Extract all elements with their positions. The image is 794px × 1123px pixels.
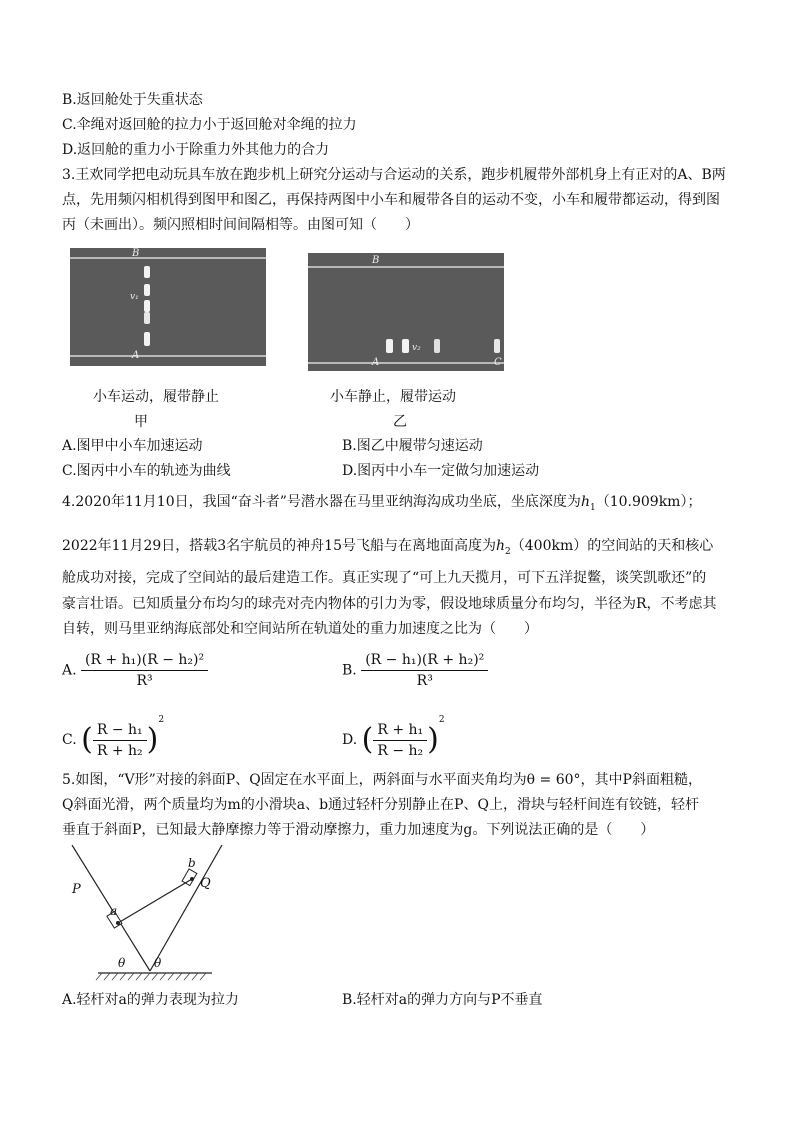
q2-option-c: C.伞绳对返回舱的拉力小于返回舱对伞绳的拉力 bbox=[62, 117, 357, 133]
q3-option-c: C.图丙中小车的轨迹为曲线 bbox=[62, 463, 231, 479]
q4-stem-line4: 豪言壮语。已知质量分布均匀的球壳对壳内物体的引力为零，假设地球质量分布均匀，半径为R，不考虑其 bbox=[62, 596, 717, 612]
q3-stem-line1: 3.王欢同学把电动玩具车放在跑步机上研究分运动与合运动的关系，跑步机履带外部机身上有正对的A、B两 bbox=[62, 167, 726, 183]
q3-stem-line3: 丙（未画出）。频闪照相时间间隔相等。由图可知（ ） bbox=[62, 217, 419, 233]
figure-b-mark-a: A bbox=[372, 357, 380, 368]
incline-diagram bbox=[62, 845, 242, 985]
q4-stem-line2: 2022年11月29日，搭载3名宇航员的神舟15号飞船与在离地面高度为$h_2(400km)$的空间站的天和核心 bbox=[62, 538, 714, 557]
incline-label-p: P bbox=[72, 882, 81, 897]
q4-stem-line1: 4.2020年11月10日，我国“奋斗者”号潜水器在马里亚纳海沟成功坐底，坐底深度为$h_1(10.909km)$； bbox=[62, 494, 702, 513]
q3-option-b: B.图乙中履带匀速运动 bbox=[342, 438, 483, 454]
q4-option-c: C. ( $\frac{\text{R − h₁}}{\text{R + h₂}}$ )$^2$ bbox=[62, 715, 165, 759]
figure-b-mark-b: B bbox=[372, 255, 380, 266]
figure-b-v-label: v₂ bbox=[412, 343, 421, 353]
q2-option-b: B.返回舱处于失重状态 bbox=[62, 92, 203, 108]
q4-option-a: A. $\frac{\text{(R + h₁)(R − h₂)²}}{\text{R³}}$ bbox=[62, 650, 208, 691]
q3-option-d: D.图丙中小车一定做匀加速运动 bbox=[342, 463, 540, 479]
figure-a-v-label: v₁ bbox=[130, 292, 139, 302]
block-label-b: b bbox=[188, 856, 196, 870]
figure-a-caption: 小车运动，履带静止 bbox=[93, 389, 219, 405]
q5-stem-line3: 垂直于斜面P，已知最大静摩擦力等于滑动摩擦力，重力加速度为g。下列说法正确的是（ ） bbox=[62, 822, 655, 838]
figure-b-caption: 小车静止，履带运动 bbox=[330, 389, 456, 405]
figure-a-label: 甲 bbox=[134, 414, 148, 430]
q4-stem-line5: 自转，则马里亚纳海底部处和空间站所在轨道处的重力加速度之比为（ ） bbox=[62, 621, 538, 637]
figure-a-mark-b: B bbox=[132, 248, 140, 259]
q5-stem-line1: 5.如图，“V形”对接的斜面P、Q固定在水平面上，两斜面与水平面夹角均为θ = 60°，其中P斜面粗糙， bbox=[62, 772, 702, 788]
block-label-a: a bbox=[110, 904, 118, 918]
figure-a-mark-a: A bbox=[132, 350, 140, 361]
figure-b-photo bbox=[308, 253, 504, 371]
q5-option-b: B.轻杆对a的弹力方向与P不垂直 bbox=[342, 992, 543, 1008]
figure-b-mark-c: C bbox=[494, 357, 502, 368]
figure-a-photo bbox=[70, 248, 266, 366]
q4-stem-line3: 舱成功对接，完成了空间站的最后建造工作。真正实现了“可上九天揽月，可下五洋捉鳖，谈笑凯歌还”的 bbox=[62, 570, 707, 586]
q3-stem-line2: 点，先用频闪相机得到图甲和图乙，再保持两图中小车和履带各自的运动不变，小车和履带都运动，得到图 bbox=[62, 192, 720, 208]
q5-option-a: A.轻杆对a的弹力表现为拉力 bbox=[62, 992, 239, 1008]
q3-option-a: A.图甲中小车加速运动 bbox=[62, 438, 203, 454]
q4-option-b: B. $\frac{\text{(R − h₁)(R + h₂)²}}{\text{R³}}$ bbox=[342, 650, 488, 691]
angle-label-left: θ bbox=[118, 956, 126, 970]
angle-label-right: θ bbox=[154, 956, 162, 970]
q5-stem-line2: Q斜面光滑，两个质量均为m的小滑块a、b通过轻杆分别静止在P、Q上，滑块与轻杆间连有铰链，轻杆 bbox=[62, 797, 699, 813]
q2-option-d: D.返回舱的重力小于除重力外其他力的合力 bbox=[62, 142, 330, 158]
incline-label-q: Q bbox=[200, 876, 211, 891]
q4-option-d: D. ( $\frac{\text{R + h₁}}{\text{R − h₂}}$ )$^2$ bbox=[342, 715, 445, 759]
figure-b-label: 乙 bbox=[393, 414, 407, 430]
